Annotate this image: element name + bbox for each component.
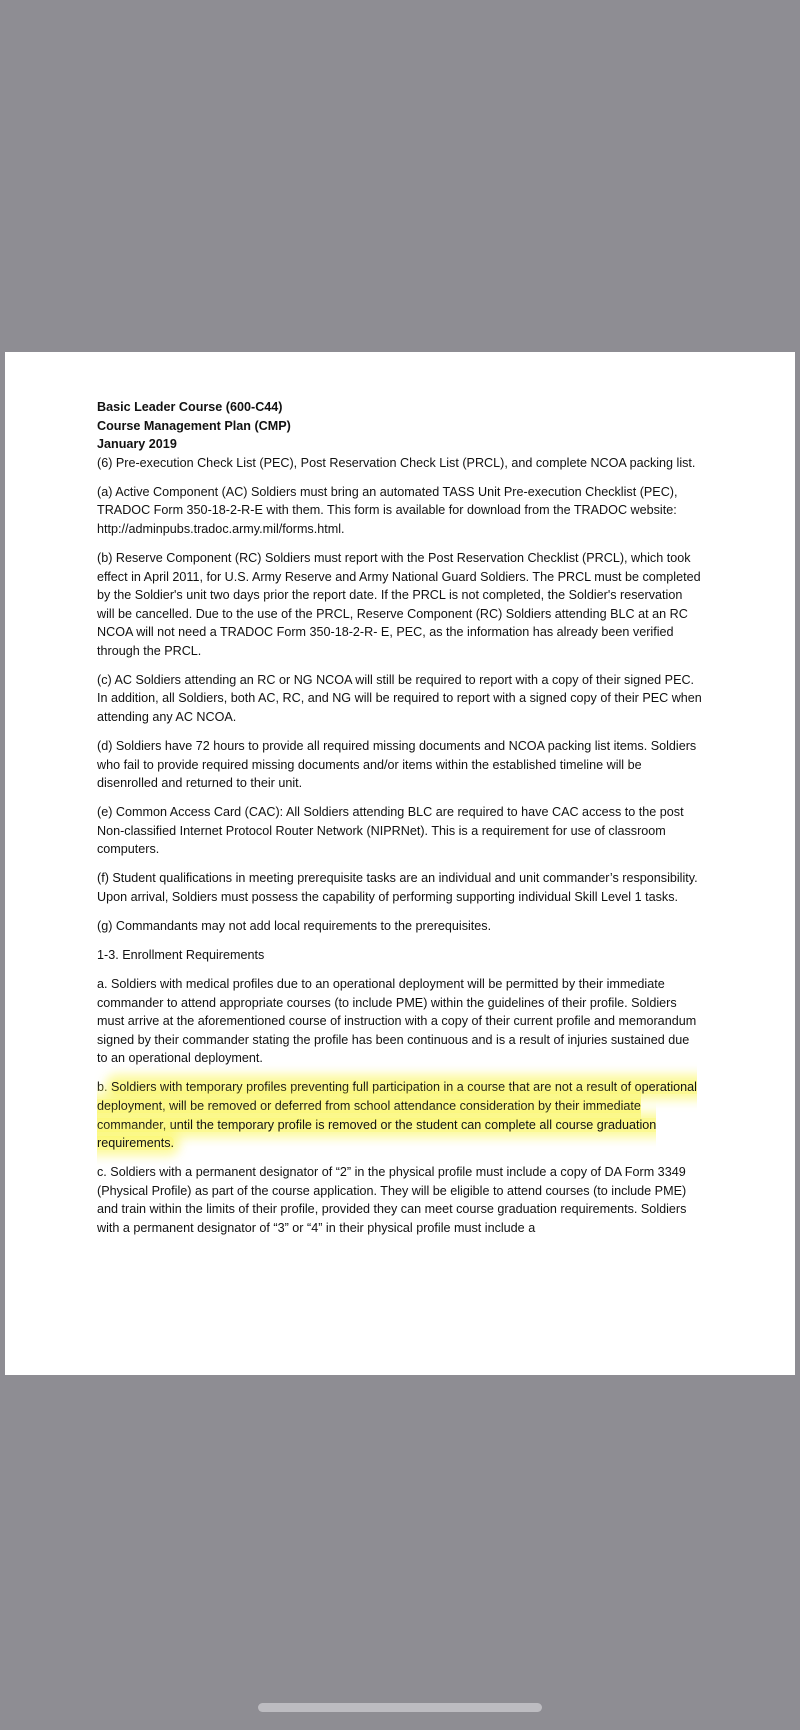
paragraph-g: (g) Commandants may not add local requirements to the prerequisites.: [97, 918, 492, 933]
enrollment-paragraph-c: c. Soldiers with a permanent designator of “2” in the physical profile must include a copy of DA Form 3349 (Physical Profile) as part of the course application. They will be eligible to attend courses (to include PME) and train within the limits of their profile, provided they can meet course graduation requirements. Soldiers with a permanent designator of “3” or “4” in their physical profile must include a: [97, 1165, 687, 1235]
enrollment-paragraph-b: [97, 1078, 703, 1152]
paragraph-f: (f) Student qualifications in meeting prerequisite tasks are an individual and unit commander’s responsibility. Upon arrival, Soldiers must possess the capability of performing supporting individual Skill Level 1 tasks.: [97, 871, 698, 904]
paragraph-a: (a) Active Component (AC) Soldiers must bring an automated TASS Unit Pre-execution Checklist (PEC), TRADOC Form 350-18-2-R-E with them. This form is available for download from the TRADOC website: http://adminpubs.tradoc.army.mil/forms.html.: [97, 484, 678, 536]
enrollment-paragraph-b-label: b.: [97, 1080, 108, 1095]
course-title: Basic Leader Course (600-C44): [97, 400, 283, 414]
enrollment-paragraph-a: a. Soldiers with medical profiles due to an operational deployment will be permitted by their immediate commander to attend appropriate courses (to include PME) within the guidelines of their profile. Soldiers must arrive at the aforementioned course of instruction with a copy of their current profile and memorandum signed by their commander stating the profile has been continuous and is a result of injuries sustained due to an operational deployment.: [97, 976, 697, 1066]
paragraph-e: (e) Common Access Card (CAC): All Soldiers attending BLC are required to have CAC access to the post Non-classified Internet Protocol Router Network (NIPRNet). This is a requirement for use of classroom computers.: [97, 805, 684, 857]
plan-title: Course Management Plan (CMP): [97, 418, 291, 433]
paragraph-d: (d) Soldiers have 72 hours to provide all required missing documents and NCOA packing list items. Soldiers who fail to provide required missing documents and/or items within the established timeline will be disenrolled and returned to their unit.: [97, 739, 697, 791]
document-page: [5, 352, 795, 1375]
section-heading: 1-3. Enrollment Requirements: [97, 947, 265, 962]
paragraph-b: (b) Reserve Component (RC) Soldiers must report with the Post Reservation Checklist (PRCL), which took effect in April 2011, for U.S. Army Reserve and Army National Guard Soldiers. The PRCL must be completed by the Soldier's unit two days prior the report date. If the PRCL is not completed, the Soldier's reservation will be cancelled. Due to the use of the PRCL, Reserve Component (RC) Soldiers attending BLC at an RC NCOA will not need a TRADOC Form 350-18-2-R- E, PEC, as the information has already been verified through the PRCL.: [97, 550, 701, 658]
highlighted-text: Soldiers with temporary profiles preventing full participation in a course that are not a result of operational deployment, will be removed or deferred from school attendance consideration by their immediate commander, until the temporary profile is removed or the student can complete all course graduation requirements.: [97, 1080, 697, 1151]
document-date: January 2019: [97, 437, 177, 452]
home-indicator[interactable]: [258, 1703, 542, 1712]
paragraph-c: (c) AC Soldiers attending an RC or NG NCOA will still be required to report with a copy of their signed PEC. In addition, all Soldiers, both AC, RC, and NG will be required to report with a signed copy of their PEC when attending any AC NCOA.: [97, 672, 702, 725]
paragraph-6: (6) Pre-execution Check List (PEC), Post Reservation Check List (PRCL), and complete NCOA packing list.: [97, 455, 696, 470]
